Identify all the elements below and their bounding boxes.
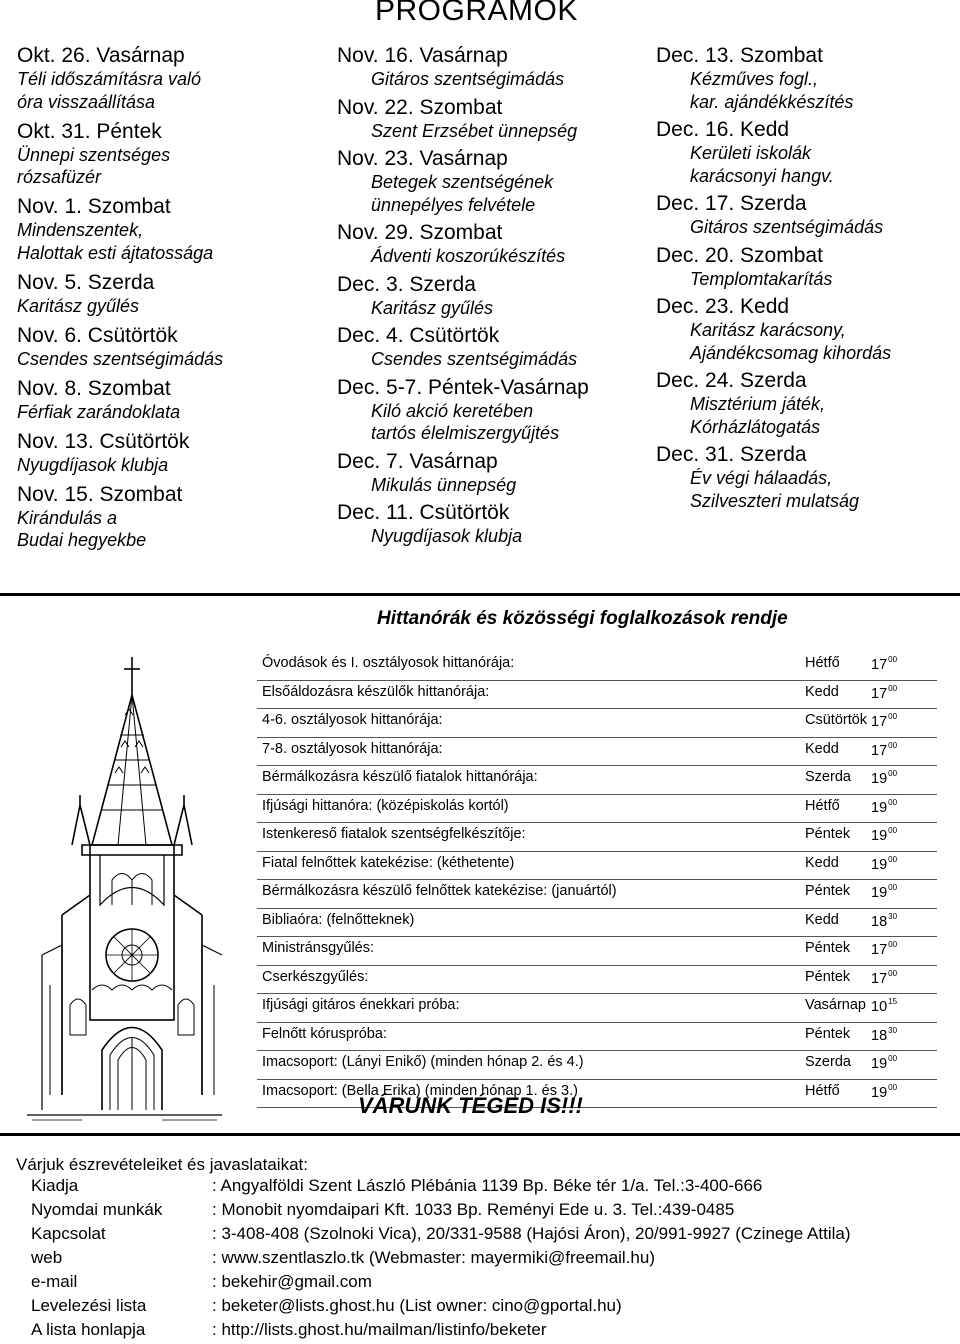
event-date: Dec. 24. Szerda (656, 369, 807, 392)
contact-row (31, 1224, 951, 1248)
activity-time (871, 1083, 897, 1101)
activity-time (871, 741, 897, 759)
activity-day: Hétfő (805, 655, 840, 671)
event-description: Csendes szentségimádás (371, 349, 578, 369)
schedule-row (257, 909, 937, 938)
activity-day: Szerda (805, 769, 851, 785)
program-event (17, 377, 317, 424)
activity-minute: 30 (888, 1025, 898, 1035)
program-event (337, 221, 647, 268)
activity-name: Ministránsgyűlés: (262, 940, 375, 956)
activity-day: Péntek (805, 940, 851, 956)
contact-label: Kiadja (31, 1176, 79, 1195)
schedule-row (257, 681, 937, 710)
event-description: Mikulás ünnepség (371, 474, 517, 495)
activity-hour: 19 (871, 828, 888, 844)
contact-value: : http://lists.ghost.hu/mailman/listinfo/beketer (212, 1320, 547, 1339)
activity-minute: 00 (888, 968, 898, 978)
activity-minute: 00 (888, 940, 898, 949)
activity-name: Bérmálkozásra készülő felnőttek katekézise: (januártól) (262, 883, 617, 899)
closing-slogan: VÁRUNK TÉGED IS!!! (358, 1093, 583, 1118)
event-date: Nov. 16. Vasárnap (337, 44, 508, 67)
event-date: Dec. 11. Csütörtök (337, 501, 510, 524)
event-description: Karitász gyűlés (17, 295, 140, 316)
activity-day: Péntek (805, 1025, 851, 1042)
program-column-1 (17, 44, 317, 558)
contacts-list (31, 1176, 951, 1344)
activity-hour: 10 (871, 999, 888, 1015)
program-event (17, 120, 317, 189)
activity-name: Elsőáldozásra készülők hittanórája: (262, 683, 490, 700)
program-event (656, 244, 956, 291)
activity-day: Kedd (805, 854, 839, 871)
program-event (337, 376, 647, 445)
activity-name: 4-6. osztályosok hittanórája: (262, 712, 443, 728)
activity-day: Kedd (805, 683, 839, 700)
event-date: Nov. 15. Szombat (17, 482, 183, 506)
program-event (337, 450, 647, 497)
schedule-row (257, 795, 937, 824)
event-date: Nov. 23. Vasárnap (337, 147, 508, 170)
contact-row (31, 1200, 951, 1224)
program-event (656, 44, 956, 113)
activity-minute: 00 (888, 826, 898, 835)
event-date: Dec. 31. Szerda (656, 443, 807, 466)
contact-row (31, 1272, 951, 1296)
event-date: Nov. 22. Szombat (337, 95, 503, 119)
event-date: Dec. 16. Kedd (656, 118, 790, 141)
schedule-row (257, 1023, 937, 1052)
divider-bottom (0, 1133, 960, 1136)
activity-day: Hétfő (805, 797, 840, 814)
activity-time (871, 712, 897, 730)
event-description: Kiló akció keretében tartós élelmiszergyűjtés (371, 400, 560, 443)
schedule-row (257, 966, 937, 995)
contact-value: : Monobit nyomdaipari Kft. 1033 Bp. Reményi Ede u. 3. Tel.:439-0485 (212, 1200, 735, 1219)
event-description: Gitáros szentségimádás (371, 69, 565, 89)
activity-time (871, 940, 897, 958)
program-column-3 (656, 44, 956, 517)
activity-hour: 17 (871, 742, 888, 759)
activity-minute: 00 (888, 883, 898, 892)
schedule-title: Hittanórák és közösségi foglalkozások rendje (377, 608, 788, 629)
activity-hour: 17 (871, 970, 888, 987)
event-date: Dec. 7. Vasárnap (337, 449, 498, 473)
activity-hour: 19 (871, 1056, 888, 1072)
page-title: PROGRAMOK (375, 0, 578, 27)
contact-label: web (31, 1248, 63, 1267)
contact-label: Nyomdai munkák (31, 1200, 163, 1219)
event-description: Misztérium játék, Kórházlátogatás (690, 394, 826, 437)
activity-time (871, 769, 897, 787)
event-description: Ádventi koszorúkészítés (371, 246, 566, 266)
event-date: Dec. 3. Szerda (337, 272, 476, 296)
event-date: Dec. 4. Csütörtök (337, 324, 500, 347)
activity-day: Péntek (805, 826, 851, 842)
contact-label: A lista honlapja (31, 1320, 146, 1339)
event-description: Kézműves fogl., kar. ajándékkészítés (690, 69, 854, 112)
contact-row (31, 1296, 951, 1320)
activity-day: Vasárnap (805, 997, 866, 1013)
event-date: Okt. 31. Péntek (17, 119, 162, 143)
activity-hour: 19 (871, 1084, 888, 1101)
activity-day: Péntek (805, 968, 851, 985)
activity-minute: 00 (888, 854, 898, 864)
activity-day: Kedd (805, 740, 839, 757)
contact-value: : www.szentlaszlo.tk (Webmaster: mayermiki@freemail.hu) (212, 1248, 655, 1267)
schedule-table (257, 652, 937, 1108)
program-event (656, 192, 956, 239)
program-event (656, 295, 956, 364)
program-event (17, 271, 317, 318)
activity-time (871, 883, 897, 901)
event-description: Betegek szentségének ünnepélyes felvétele (371, 172, 554, 215)
activity-minute: 00 (888, 740, 898, 750)
schedule-row (257, 766, 937, 795)
activity-hour: 17 (871, 714, 888, 730)
event-date: Nov. 29. Szombat (337, 221, 503, 244)
contact-label: e-mail (31, 1272, 78, 1291)
contact-row (31, 1248, 951, 1272)
activity-minute: 00 (888, 683, 898, 693)
activity-hour: 17 (871, 685, 888, 702)
event-date: Okt. 26. Vasárnap (17, 44, 185, 67)
activity-name: Felnőtt kóruspróba: (262, 1025, 387, 1042)
activity-time (871, 969, 897, 987)
activity-name: Fiatal felnőttek katekézise: (kéthetente) (262, 854, 515, 871)
activity-time (871, 855, 897, 873)
contact-label: Kapcsolat (31, 1224, 106, 1243)
event-description: Csendes szentségimádás (17, 348, 224, 369)
activity-day: Hétfő (805, 1082, 840, 1099)
activity-hour: 19 (871, 771, 888, 787)
program-event (656, 118, 956, 187)
schedule-row (257, 880, 937, 909)
activity-minute: 30 (888, 911, 898, 921)
program-event (17, 44, 317, 113)
footer-intro: Várjuk észrevételeiket és javaslataikat: (16, 1155, 308, 1174)
schedule-row (257, 852, 937, 881)
event-description: Mindenszentek, Halottak esti ájtatossága (17, 220, 214, 263)
event-date: Nov. 8. Szombat (17, 376, 171, 400)
activity-minute: 00 (888, 1054, 898, 1063)
activity-day: Kedd (805, 911, 839, 928)
activity-time (871, 997, 897, 1015)
event-description: Téli időszámításra való óra visszaállítása (17, 69, 202, 112)
activity-time (871, 1054, 897, 1072)
activity-hour: 18 (871, 913, 888, 930)
program-event (337, 44, 647, 91)
church-illustration (22, 655, 222, 1125)
event-description: Templomtakarítás (690, 268, 833, 289)
activity-day: Csütörtök (805, 712, 868, 728)
program-event (17, 483, 317, 552)
schedule-row (257, 652, 937, 681)
contact-value: : bekehir@gmail.com (212, 1272, 372, 1291)
activity-minute: 00 (888, 769, 898, 778)
event-description: Karitász karácsony, Ajándékcsomag kihordás (690, 320, 892, 363)
activity-minute: 00 (888, 712, 898, 721)
activity-hour: 19 (871, 799, 888, 816)
schedule-row (257, 709, 937, 738)
event-description: Nyugdíjasok klubja (371, 526, 523, 546)
activity-name: 7-8. osztályosok hittanórája: (262, 740, 443, 757)
program-event (337, 147, 647, 216)
event-description: Gitáros szentségimádás (690, 217, 884, 237)
activity-time (871, 655, 897, 673)
activity-hour: 19 (871, 885, 888, 901)
program-column-2 (337, 44, 647, 553)
event-date: Nov. 5. Szerda (17, 270, 155, 294)
event-date: Dec. 5-7. Péntek-Vasárnap (337, 375, 589, 399)
event-description: Karitász gyűlés (371, 297, 494, 318)
event-date: Dec. 13. Szombat (656, 44, 823, 67)
schedule-row (257, 738, 937, 767)
divider-top (0, 593, 960, 596)
program-event (656, 369, 956, 438)
event-description: Nyugdíjasok klubja (17, 454, 169, 475)
event-date: Dec. 20. Szombat (656, 243, 823, 267)
activity-name: Cserkészgyűlés: (262, 968, 369, 985)
event-date: Nov. 13. Csütörtök (17, 429, 190, 453)
program-event (337, 96, 647, 143)
schedule-row (257, 823, 937, 852)
activity-name: Istenkereső fiatalok szentségfelkészítője: (262, 826, 526, 842)
contact-value: : beketer@lists.ghost.hu (List owner: cino@gportal.hu) (212, 1296, 622, 1315)
event-description: Szent Erzsébet ünnepség (371, 120, 578, 141)
contact-value: : Angyalföldi Szent László Plébánia 1139 Bp. Béke tér 1/a. Tel.:3-400-666 (212, 1176, 763, 1195)
activity-minute: 15 (888, 997, 898, 1006)
contact-row (31, 1320, 951, 1344)
activity-name: Imacsoport: (Lányi Enikő) (minden hónap 2. és 4.) (262, 1054, 584, 1070)
program-event (17, 324, 317, 371)
activity-minute: 00 (888, 655, 898, 664)
activity-time (871, 826, 897, 844)
activity-name: Ifjúsági hittanóra: (középiskolás kortól) (262, 797, 509, 814)
event-description: Ünnepi szentséges rózsafüzér (17, 144, 171, 187)
contact-row (31, 1176, 951, 1200)
schedule-row (257, 937, 937, 966)
activity-hour: 17 (871, 942, 888, 958)
event-description: Év végi hálaadás, Szilveszteri mulatság (690, 468, 860, 511)
activity-hour: 19 (871, 856, 888, 873)
contact-label: Levelezési lista (31, 1296, 147, 1315)
activity-name: Bérmálkozásra készülő fiatalok hittanórája: (262, 769, 538, 785)
program-event (337, 501, 647, 548)
event-date: Nov. 1. Szombat (17, 195, 171, 218)
event-date: Dec. 23. Kedd (656, 295, 790, 318)
program-event (337, 273, 647, 320)
activity-minute: 00 (888, 1082, 898, 1092)
activity-minute: 00 (888, 797, 898, 807)
program-event (17, 430, 317, 477)
event-description: Kerületi iskolák karácsonyi hangv. (690, 143, 834, 186)
activity-name: Bibliaóra: (felnőtteknek) (262, 911, 415, 928)
program-event (17, 195, 317, 264)
event-description: Kirándulás a Budai hegyekbe (17, 507, 147, 550)
schedule-row (257, 1051, 937, 1080)
event-date: Nov. 6. Csütörtök (17, 323, 178, 347)
event-description: Férfiak zarándoklata (17, 401, 181, 422)
program-event (656, 443, 956, 512)
activity-name: Ifjúsági gitáros énekkari próba: (262, 997, 460, 1013)
activity-day: Szerda (805, 1054, 851, 1070)
schedule-row (257, 994, 937, 1023)
activity-time (871, 684, 897, 702)
activity-time (871, 1026, 897, 1044)
activity-time (871, 912, 897, 930)
activity-hour: 17 (871, 657, 888, 673)
activity-time (871, 798, 897, 816)
activity-name: Imacsoport: (Bella Erika) (minden hónap 1. és 3.) (262, 1082, 578, 1099)
contact-value: : 3-408-408 (Szolnoki Vica), 20/331-9588 (Hajósi Áron), 20/991-9927 (Czinege Attila) (212, 1224, 851, 1243)
activity-name: Óvodások és I. osztályosok hittanórája: (262, 655, 515, 671)
activity-hour: 18 (871, 1027, 888, 1044)
event-date: Dec. 17. Szerda (656, 192, 807, 215)
activity-day: Péntek (805, 883, 851, 899)
program-event (337, 324, 647, 371)
